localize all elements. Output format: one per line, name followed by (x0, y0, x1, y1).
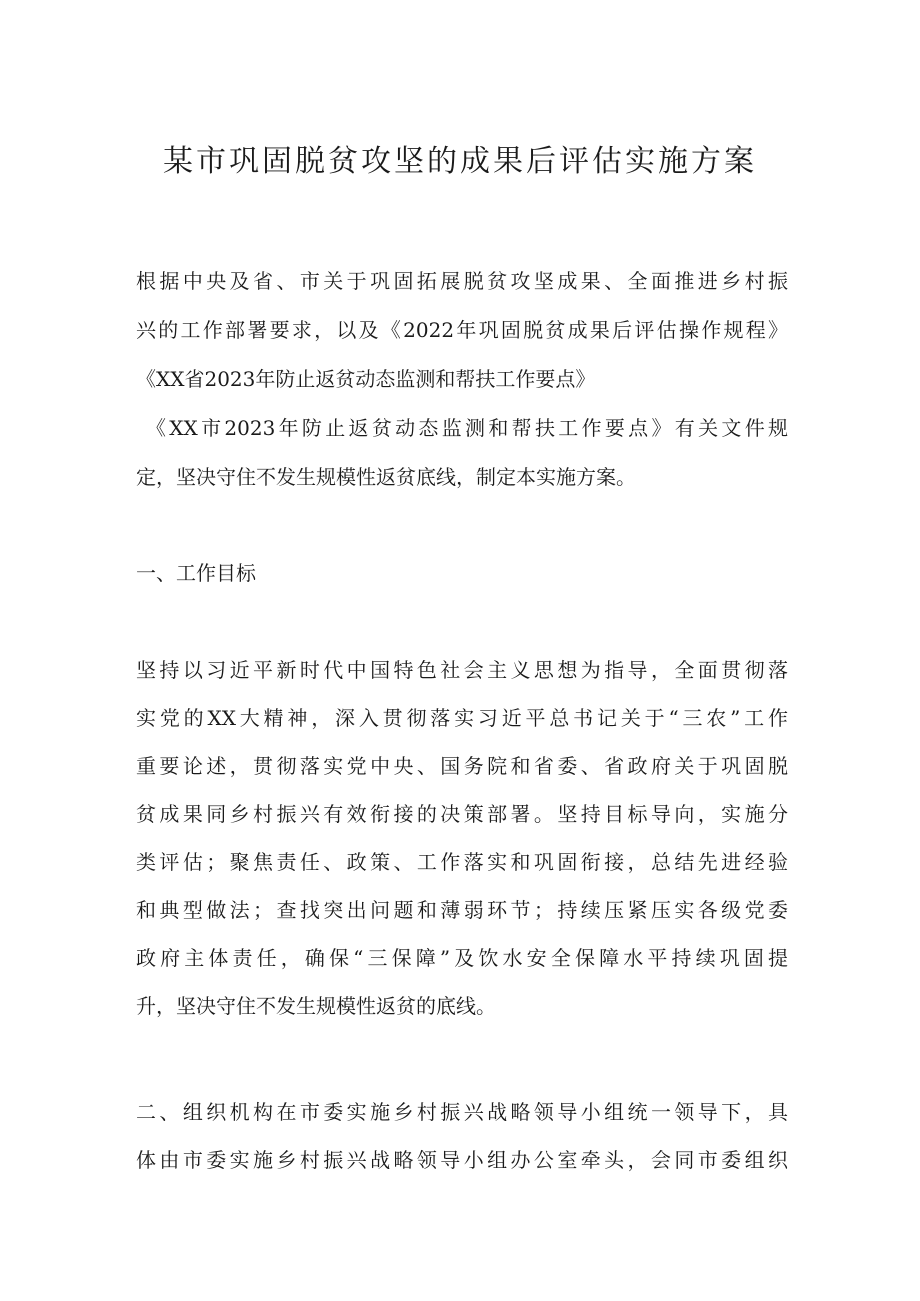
intro-line: 兴的工作部署要求，以及《2022年巩固脱贫成果后评估操作规程》 (136, 318, 788, 342)
paragraph-line: 政府主体责任，确保“三保障”及饮水安全保障水平持续巩固提 (136, 946, 788, 970)
intro-line: 《XX市2023年防止返贫动态监测和帮扶工作要点》有关文件规 (146, 416, 788, 440)
paragraph-line: 贫成果同乡村振兴有效衔接的决策部署。坚持目标导向，实施分 (136, 802, 788, 826)
paragraph-line: 升，坚决守住不发生规模性返贫的底线。 (136, 994, 496, 1018)
paragraph-line: 实党的XX大精神，深入贯彻落实习近平总书记关于“三农”工作 (136, 706, 788, 730)
paragraph-line: 重要论述，贯彻落实党中央、国务院和省委、省政府关于巩固脱 (136, 754, 788, 778)
document-title: 某市巩固脱贫攻坚的成果后评估实施方案 (163, 144, 757, 179)
paragraph-line: 和典型做法；查找突出问题和薄弱环节；持续压紧压实各级党委 (136, 898, 788, 922)
section-heading-work-goals: 一、工作目标 (136, 561, 256, 585)
intro-line: 《XX省2023年防止返贫动态监测和帮扶工作要点》 (136, 367, 596, 391)
paragraph-line: 二、组织机构在市委实施乡村振兴战略领导小组统一领导下，具 (136, 1100, 788, 1124)
paragraph-line: 类评估；聚焦责任、政策、工作落实和巩固衔接，总结先进经验 (136, 850, 788, 874)
paragraph-line: 坚持以习近平新时代中国特色社会主义思想为指导，全面贯彻落 (136, 658, 788, 682)
intro-line: 定，坚决守住不发生规模性返贫底线，制定本实施方案。 (136, 465, 636, 489)
paragraph-line: 体由市委实施乡村振兴战略领导小组办公室牵头，会同市委组织 (136, 1148, 788, 1172)
intro-line: 根据中央及省、市关于巩固拓展脱贫攻坚成果、全面推进乡村振 (136, 269, 788, 293)
